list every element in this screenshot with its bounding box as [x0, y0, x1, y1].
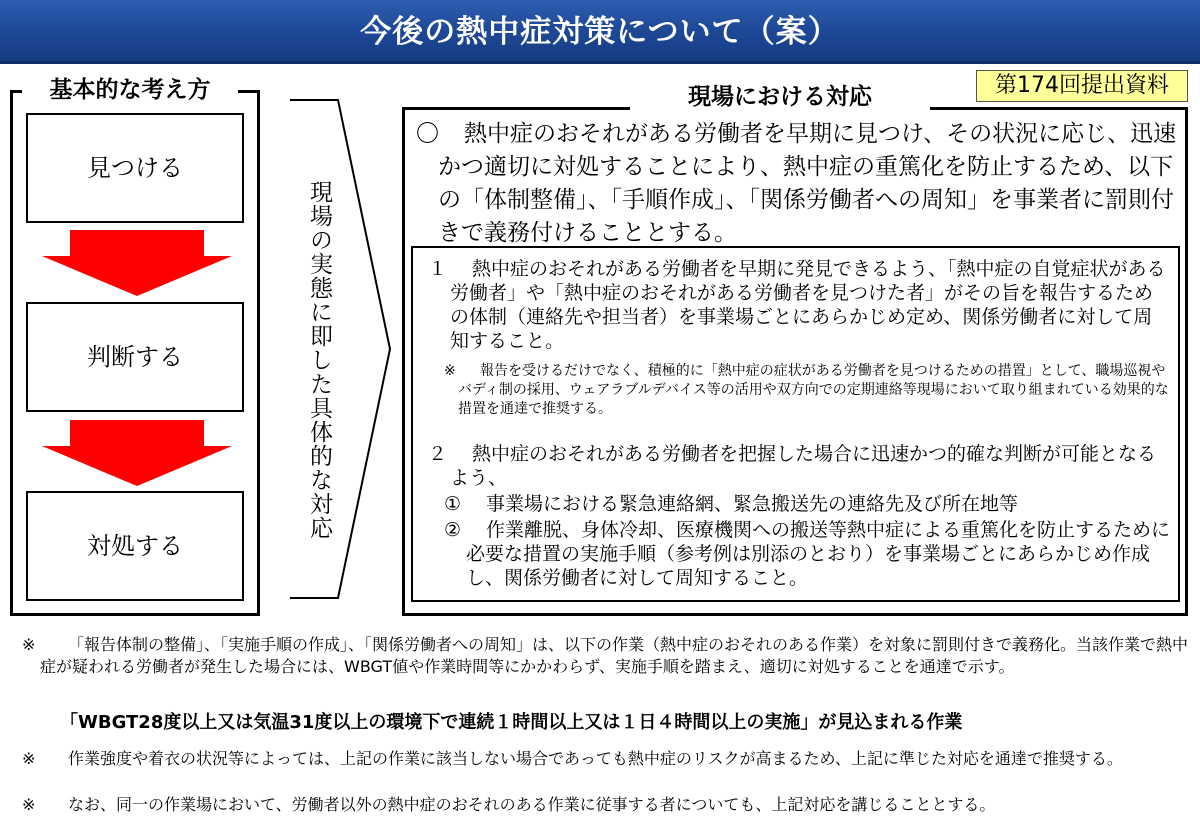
page-title: 今後の熱中症対策について（案）	[360, 14, 840, 50]
intro-paragraph	[416, 118, 1182, 250]
item-text: 熱中症のおそれがある労働者を早期に発見できるよう、「熱中症の自覚症状がある労働者」や「熱中症のおそれがある労働者を見つけた者」がその旨を報告するための体制（連絡先や担当者）を事業場ごとにあらかじめ定め、関係労働者に対して周知すること。	[450, 258, 1166, 352]
title-banner	[0, 0, 1200, 64]
note-mark: ※	[22, 749, 36, 768]
footnote-1	[22, 634, 1192, 678]
step-respond: 対処する	[26, 491, 244, 601]
item-text: 熱中症のおそれがある労働者を把握した場合に迅速かつ的確な判断が可能となるよう、	[450, 443, 1157, 489]
footnote-3	[22, 794, 1192, 816]
down-arrow-icon	[42, 420, 232, 486]
document-reference-label: 第174回提出資料	[976, 70, 1188, 102]
sub-item-mark: ①	[444, 493, 462, 515]
note-text: 報告を受けるだけでなく、積極的に「熱中症の症状がある労働者を見つけるための措置」として、職場巡視やバディ制の採用、ウェアラブルデバイス等の活用や双方向での定期連絡等現場において取り組まれている効果的な措置を通達で推奨する。	[458, 363, 1169, 417]
onsite-response-heading: 現場における対応	[630, 80, 930, 114]
step-find: 見つける	[26, 113, 244, 223]
sub-item-mark: ②	[444, 519, 462, 541]
basic-approach-heading: 基本的な考え方	[22, 74, 238, 106]
sub-item-text: 作業離脱、身体冷却、医療機関への搬送等熱中症による重篤化を防止するために必要な措置の実施手順（参考例は別添のとおり）を事業場ごとにあらかじめ作成し、関係労働者に対して周知すること。	[466, 519, 1171, 589]
item-number: ２	[428, 443, 448, 465]
item-number: １	[428, 258, 448, 280]
sub-item-2	[444, 518, 1170, 590]
intro-text: 熱中症のおそれがある労働者を早期に見つけ、その状況に応じ、迅速かつ適切に対処することにより、熱中症の重篤化を防止するため、以下の「体制整備」、「手順作成」、「関係労働者への周知」を事業者に罰則付きで義務付けることとする。	[438, 121, 1177, 246]
step-judge: 判断する	[26, 302, 244, 412]
concrete-response-label: 現場の実態に即した具体的な対応	[306, 180, 332, 540]
target-work-condition: 「WBGT28度以上又は気温31度以上の環境下で連続１時間以上又は１日４時間以上の実施」が見込まれる作業	[60, 712, 963, 733]
footnote-2	[22, 748, 1192, 770]
frame-top-edge-right	[238, 90, 260, 93]
item-1-note	[444, 362, 1170, 419]
down-arrow-icon	[42, 230, 232, 296]
circle-bullet: 〇	[416, 121, 439, 147]
note-mark: ※	[444, 363, 456, 379]
measure-item-1	[428, 257, 1170, 353]
note-mark: ※	[22, 635, 36, 654]
footnote-text: なお、同一の作業場において、労働者以外の熱中症のおそれのある作業に従事する者についても、上記対応を講じることとする。	[68, 795, 996, 814]
footnote-text: 「報告体制の整備」、「実施手順の作成」、「関係労働者への周知」は、以下の作業（熱中症のおそれのある作業）を対象に罰則付きで義務化。当該作業で熱中症が疑われる労働者が発生した場合には、WBGT値や作業時間等にかかわらず、実施手順を踏まえ、適切に対処することを通達で示す。	[40, 635, 1189, 676]
sub-item-text: 事業場における緊急連絡網、緊急搬送先の連絡先及び所在地等	[486, 493, 1019, 515]
footnote-text: 作業強度や着衣の状況等によっては、上記の作業に該当しない場合であっても熱中症のリスクが高まるため、上記に準じた対応を通達で推奨する。	[68, 749, 1123, 768]
measure-item-2	[428, 442, 1170, 490]
frame-top-edge-left	[10, 90, 22, 93]
sub-item-1	[444, 492, 1170, 516]
note-mark: ※	[22, 795, 36, 814]
